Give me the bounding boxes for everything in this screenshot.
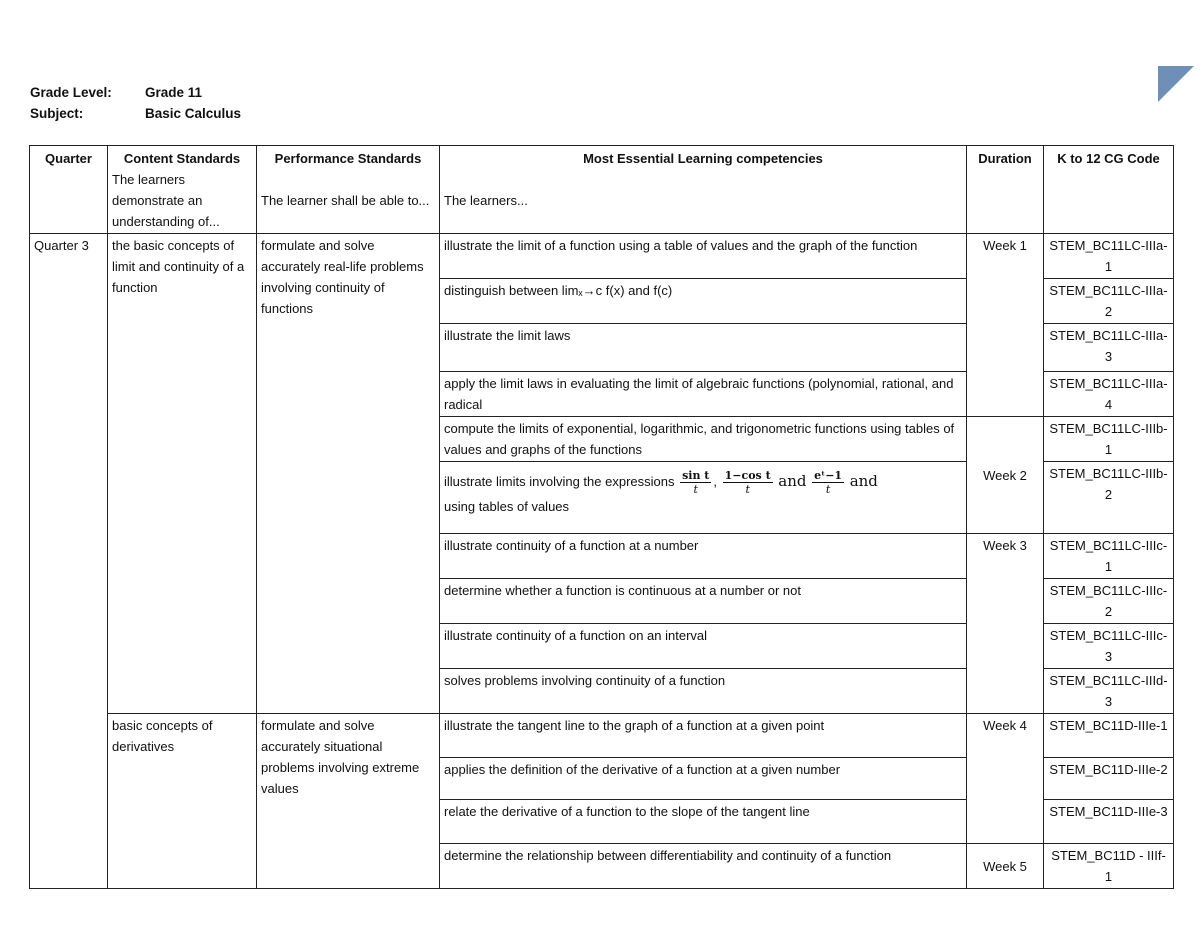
- code-cell: STEM_BC11LC-IIIb-2: [1044, 462, 1174, 534]
- competency-cell: determine whether a function is continuous at a number or not: [440, 579, 967, 624]
- code-cell: STEM_BC11LC-IIIa-1: [1044, 234, 1174, 279]
- col-header-duration: Duration: [967, 146, 1044, 234]
- col-header-melc: Most Essential Learning competencies The learners...: [440, 146, 967, 234]
- melc-table: [29, 145, 1174, 889]
- code-cell: STEM_BC11D-IIIe-3: [1044, 800, 1174, 844]
- competency-cell: solves problems involving continuity of a function: [440, 669, 967, 714]
- expression-line: illustrate limits involving the expressions $\frac{\text{sin t}}{t}$ , $\frac{\text{1−cos t}}{t}$ and $\frac{\text{eᵗ−1}}{t}$ and: [444, 469, 878, 496]
- code-cell: STEM_BC11LC-IIIb-1: [1044, 417, 1174, 462]
- quarter-cell: Quarter 3: [30, 234, 108, 889]
- subject-value: Basic Calculus: [145, 106, 242, 121]
- expression-outro: using tables of values: [444, 499, 570, 514]
- melc-subheader: The learners...: [444, 193, 528, 208]
- content-standard-cell: the basic concepts of limit and continuity of a function: [108, 234, 257, 714]
- competency-cell: illustrate the limit laws: [440, 324, 967, 372]
- competency-cell: compute the limits of exponential, logarithmic, and trigonometric functions using tables of values and graphs of the functions: [440, 417, 967, 462]
- performance-standards-subheader: The learner shall be able to...: [261, 193, 430, 208]
- code-cell: STEM_BC11LC-IIIa-4: [1044, 372, 1174, 417]
- fraction-e-t-minus-one-over-t: $\frac{\text{eᵗ−1}}{t}$: [814, 469, 843, 496]
- duration-cell: Week 4: [967, 714, 1044, 844]
- competency-cell: illustrate continuity of a function at a number: [440, 534, 967, 579]
- performance-standard-cell: formulate and solve accurately situational problems involving extreme values: [257, 714, 440, 889]
- code-cell: STEM_BC11LC-IIIc-1: [1044, 534, 1174, 579]
- fraction-one-minus-cos-t-over-t: $\frac{\text{1−cos t}}{t}$: [724, 469, 771, 496]
- col-header-quarter: Quarter: [30, 146, 108, 234]
- duration-cell: Week 3: [967, 534, 1044, 714]
- table-row: [30, 234, 1174, 279]
- grade-level-value: Grade 11: [145, 85, 203, 100]
- content-standard-cell: basic concepts of derivatives: [108, 714, 257, 889]
- competency-cell: illustrate the limit of a function using a table of values and the graph of the function: [440, 234, 967, 279]
- code-cell: STEM_BC11D-IIIe-1: [1044, 714, 1174, 758]
- page-corner-marker: [1158, 66, 1194, 102]
- duration-cell: Week 2: [967, 417, 1044, 534]
- content-standards-subheader: The learners demonstrate an understanding of...: [112, 172, 220, 229]
- competency-cell: distinguish between limₓ→c f(x) and f(c): [440, 279, 967, 324]
- table-header-row: [30, 146, 1174, 234]
- document-header: [30, 82, 241, 124]
- code-cell: STEM_BC11LC-IIIa-3: [1044, 324, 1174, 372]
- competency-cell: applies the definition of the derivative of a function at a given number: [440, 758, 967, 800]
- code-cell: STEM_BC11LC-IIIc-3: [1044, 624, 1174, 669]
- col-header-content-standards: Content Standards The learners demonstrate an understanding of...: [108, 146, 257, 234]
- expression-intro: illustrate limits involving the expressions: [444, 473, 675, 489]
- code-cell: STEM_BC11LC-IIIa-2: [1044, 279, 1174, 324]
- competency-cell: illustrate continuity of a function on an interval: [440, 624, 967, 669]
- competency-cell: relate the derivative of a function to the slope of the tangent line: [440, 800, 967, 844]
- col-header-code: K to 12 CG Code: [1044, 146, 1174, 234]
- col-header-performance-standards: Performance Standards The learner shall be able to...: [257, 146, 440, 234]
- code-cell: STEM_BC11D - IIIf-1: [1044, 844, 1174, 889]
- code-cell: STEM_BC11D-IIIe-2: [1044, 758, 1174, 800]
- competency-cell: [440, 462, 967, 534]
- duration-cell: Week 5: [967, 844, 1044, 889]
- grade-level-label: Grade Level:: [30, 85, 112, 100]
- competency-cell: apply the limit laws in evaluating the limit of algebraic functions (polynomial, rational, and radical: [440, 372, 967, 417]
- table-row: [30, 714, 1174, 758]
- code-cell: STEM_BC11LC-IIId-3: [1044, 669, 1174, 714]
- code-cell: STEM_BC11LC-IIIc-2: [1044, 579, 1174, 624]
- competency-cell: illustrate the tangent line to the graph of a function at a given point: [440, 714, 967, 758]
- fraction-sin-t-over-t: $\frac{\text{sin t}}{t}$: [682, 469, 710, 496]
- subject-label: Subject:: [30, 106, 84, 121]
- performance-standard-cell: formulate and solve accurately real-life problems involving continuity of functions: [257, 234, 440, 714]
- competency-cell: determine the relationship between differentiability and continuity of a function: [440, 844, 967, 889]
- duration-cell: Week 1: [967, 234, 1044, 417]
